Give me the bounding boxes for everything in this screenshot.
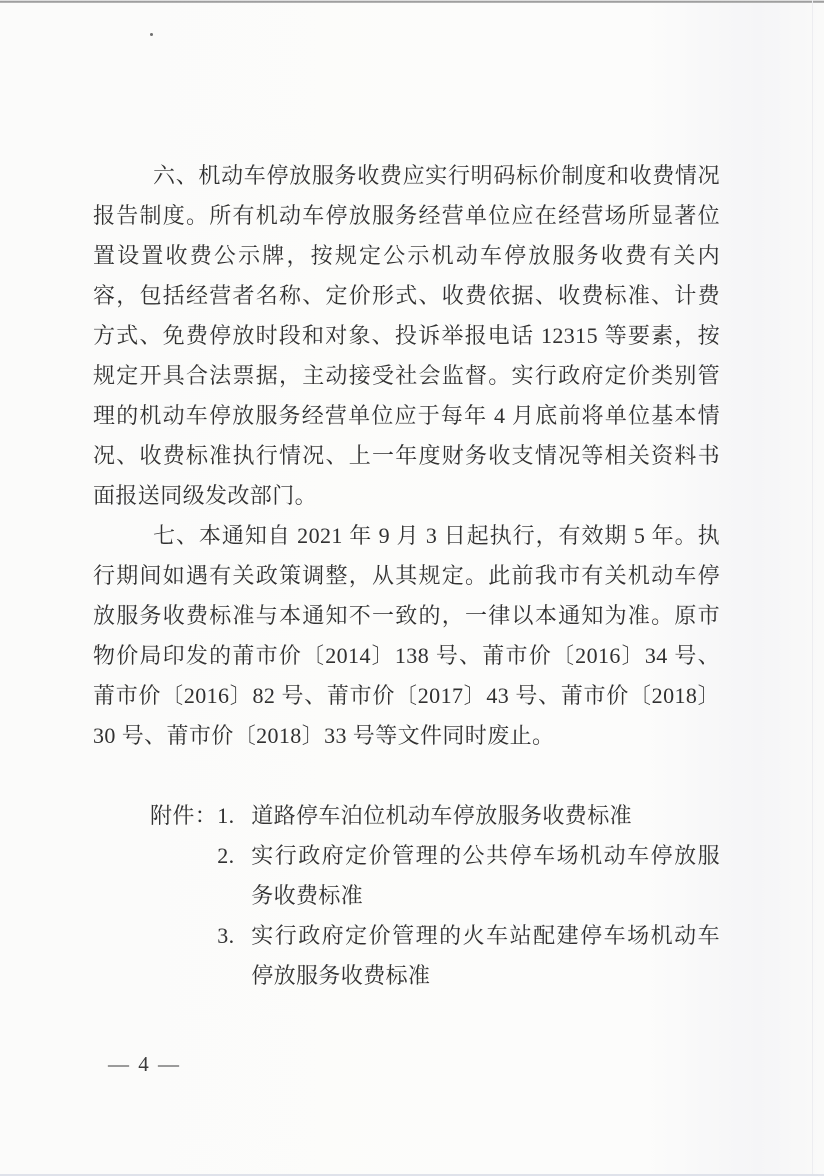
clause-paragraph-6: 六、机动车停放服务收费应实行明码标价制度和收费情况报告制度。所有机动车停放服务经营单位应在经营场所显著位置设置收费公示牌，按规定公示机动车停放服务收费有关内容，包括经营者名称、定价形式、收费依据、收费标准、计费方式、免费停放时段和对象、投诉举报电话 12315 等要素，按规定开具合法票据，主动接受社会监督。实行政府定价类别管理的机动车停放服务经营单位应于每年 4 月底前将单位基本情况、收费标准执行情况、上一年度财务收支情况等相关资料书面报送同级发改部门。 bbox=[93, 163, 720, 508]
attachments-block bbox=[93, 796, 720, 996]
attachment-item-number: 3. bbox=[217, 923, 235, 948]
page-number: — 4 — bbox=[108, 1052, 181, 1076]
attachment-item bbox=[217, 916, 720, 996]
attachments-label: 附件： bbox=[150, 803, 218, 828]
scan-fold-line bbox=[812, 0, 813, 1176]
attachment-item-title: 道路停车泊位机动车停放服务收费标准 bbox=[251, 803, 633, 828]
scan-speck bbox=[150, 33, 153, 36]
attachment-item bbox=[217, 796, 720, 836]
attachment-item-title: 实行政府定价管理的公共停车场机动车停放服务收费标准 bbox=[251, 843, 720, 908]
attachments-list bbox=[217, 796, 720, 996]
attachment-item bbox=[217, 836, 720, 916]
document-body bbox=[93, 156, 720, 996]
scan-edge-top bbox=[0, 0, 824, 3]
attachment-item-number: 1. bbox=[217, 803, 235, 828]
attachment-item-number: 2. bbox=[217, 843, 235, 868]
clause-paragraph-7: 七、本通知自 2021 年 9 月 3 日起执行，有效期 5 年。执行期间如遇有关政策调整，从其规定。此前我市有关机动车停放服务收费标准与本通知不一致的，一律以本通知为准。原市物价局印发的莆市价〔2014〕138 号、莆市价〔2016〕34 号、莆市价〔2016〕82 号、莆市价〔2017〕43 号、莆市价〔2018〕30 号、莆市价〔2018〕33 号等文件同时废止。 bbox=[93, 523, 720, 748]
attachment-item-title: 实行政府定价管理的火车站配建停车场机动车停放服务收费标准 bbox=[251, 923, 720, 988]
